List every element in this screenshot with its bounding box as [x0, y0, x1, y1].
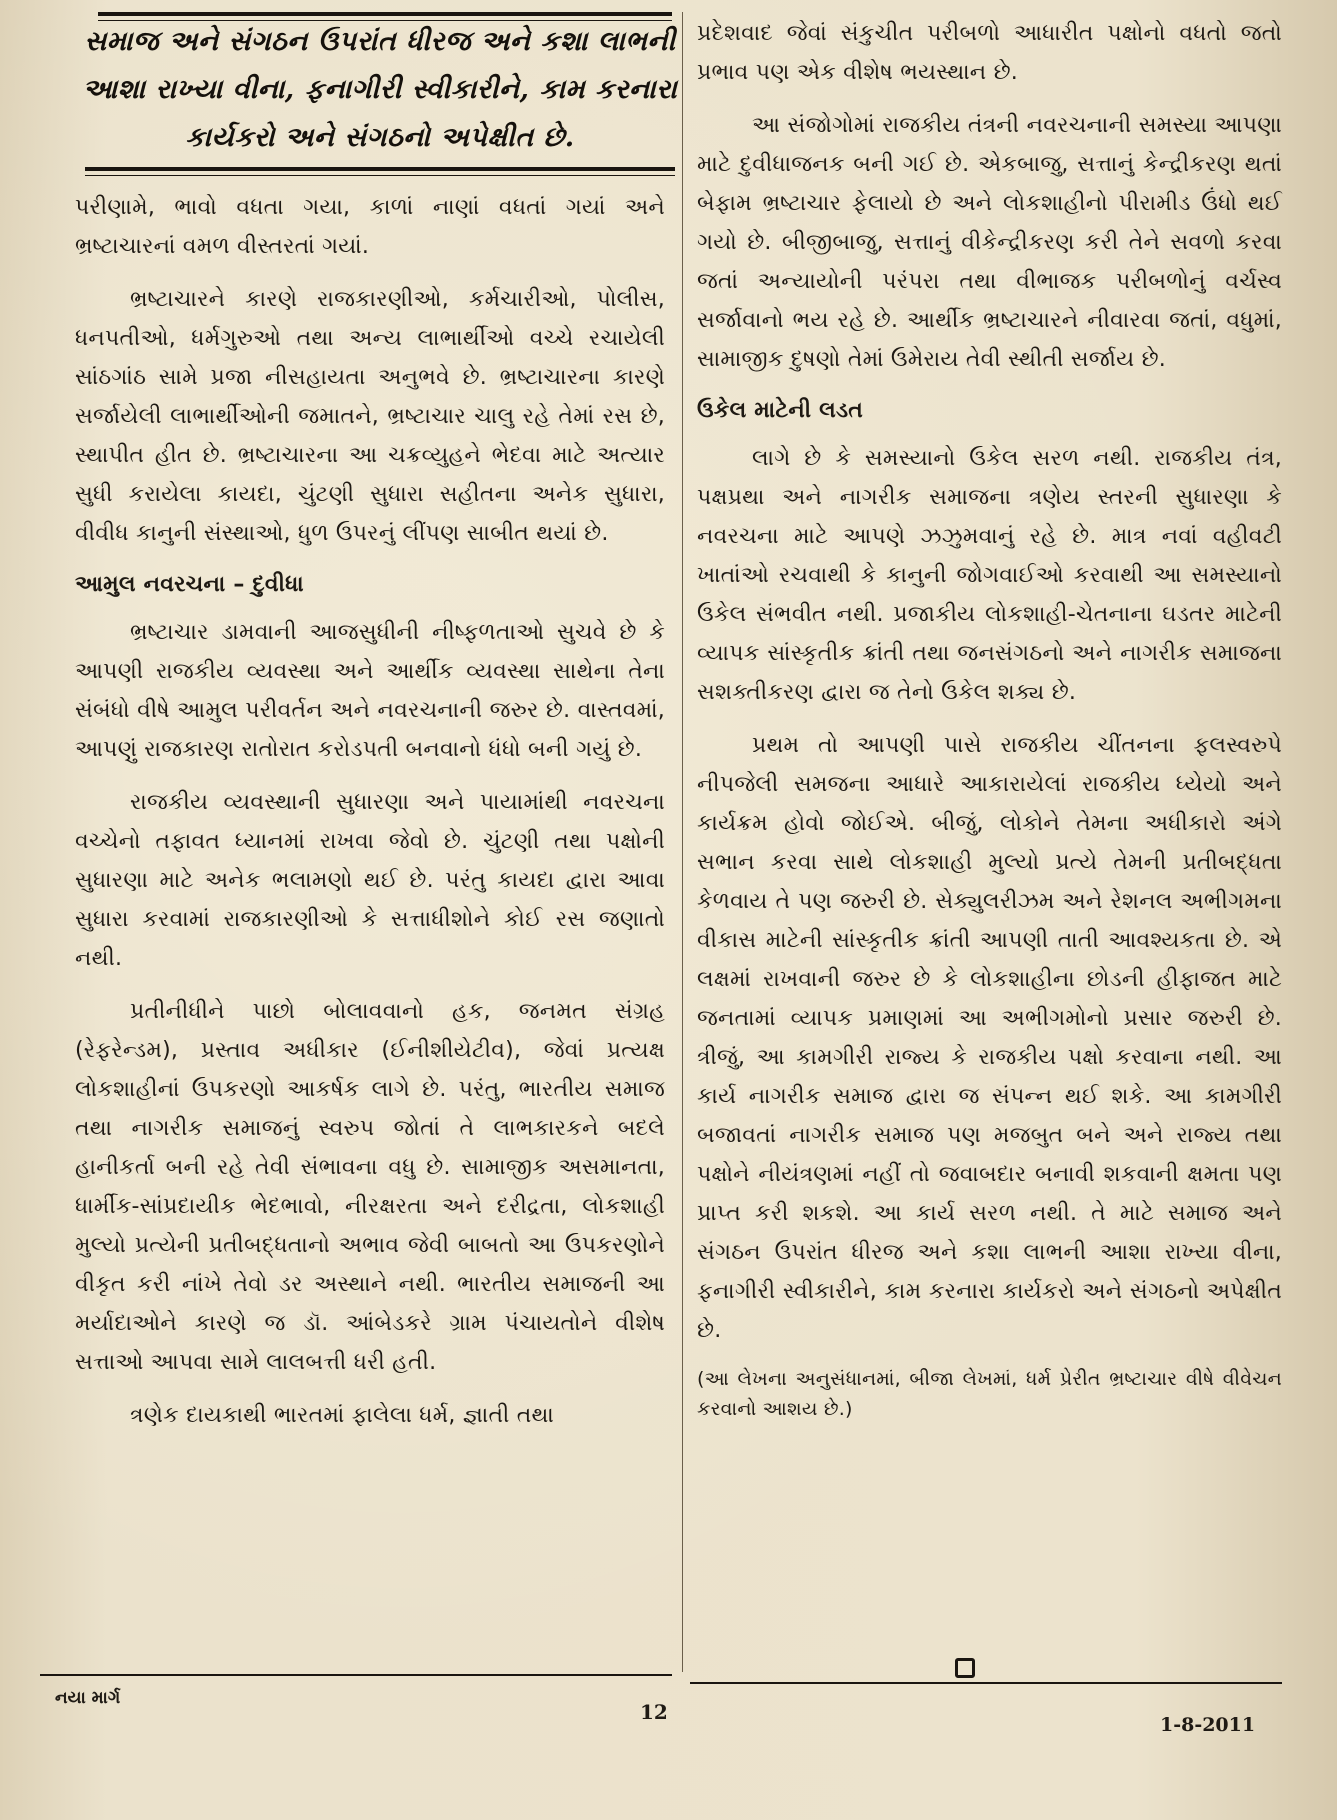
- left-column: [75, 188, 665, 1449]
- issue-date: 1-8-2011: [1160, 1714, 1256, 1736]
- right-column: [697, 14, 1282, 1438]
- column-divider: [682, 12, 683, 1672]
- left-paragraph-4: રાજકીય વ્યવસ્થાની સુધારણા અને પાયામાંથી નવરચના વચ્ચેનો તફાવત ધ્યાનમાં રાખવા જેવો છે. ચુંટણી તથા પક્ષોની સુધારણા માટે અનેક ભલામણો થઈ છે. પરંતુ કાયદા દ્વારા આવા સુધારા કરવામાં રાજકારણીઓ કે સત્તાધીશોને કોઈ રસ જણાતો નથી.: [75, 790, 665, 971]
- right-paragraph-1: પ્રદેશવાદ જેવાં સંકુચીત પરીબળો આધારીત પક્ષોનો વધતો જતો પ્રભાવ પણ એક વીશેષ ભયસ્થાન છે.: [697, 21, 1282, 85]
- pullquote-top-rule: [98, 12, 672, 16]
- left-paragraph-6: ત્રણેક દાયકાથી ભારતમાં ફાલેલા ધર્મ, જ્ઞાતી તથા: [130, 1403, 554, 1428]
- pullquote-bottom-rule: [85, 167, 675, 171]
- right-paragraph-3: લાગે છે કે સમસ્યાનો ઉકેલ સરળ નથી. રાજકીય તંત્ર, પક્ષપ્રથા અને નાગરીક સમાજના ત્રણેય સ્તરની સુધારણા કે નવરચના માટે આપણે ઝઝુમવાનું રહે છે. માત્ર નવાં વહીવટી ખાતાંઓ રચવાથી કે કાનુની જોગવાઈઓ કરવાથી આ સમસ્યાનો ઉકેલ સંભવીત નથી. પ્રજાકીય લોકશાહી-ચેતનાના ઘડતર માટેની વ્યાપક સાંસ્કૃતીક ક્રાંતી તથા જનસંગઠનો અને નાગરીક સમાજના સશક્તીકરણ દ્વારા જ તેનો ઉકેલ શક્ય છે.: [697, 446, 1282, 705]
- page-number: 12: [640, 1700, 668, 1724]
- publication-name: નયા માર્ગ: [55, 1688, 121, 1708]
- footer-rule-right: [690, 1682, 1282, 1684]
- left-paragraph-2: ભ્રષ્ટાચારને કારણે રાજકારણીઓ, કર્મચારીઓ, પોલીસ, ધનપતીઓ, ધર્મગુરુઓ તથા અન્ય લાભાર્થીઓ વચ્ચે રચાયેલી સાંઠગાંઠ સામે પ્રજા નીસહાયતા અનુભવે છે. ભ્રષ્ટાચારના કારણે સર્જાયેલી લાભાર્થીઓની જમાતને, ભ્રષ્ટાચાર ચાલુ રહે તેમાં રસ છે, સ્થાપીત હીત છે. ભ્રષ્ટાચારના આ ચક્રવ્યુહને ભેદવા માટે અત્યાર સુધી કરાયેલા કાયદા, ચુંટણી સુધારા સહીતના અનેક સુધારા, વીવીધ કાનુની સંસ્થાઓ, ધુળ ઉપરનું લીંપણ સાબીત થયાં છે.: [75, 287, 665, 546]
- left-subheading: આમુલ નવરચના – દુવીધા: [75, 572, 304, 597]
- end-of-article-box-icon: [955, 1658, 975, 1678]
- editor-note: (આ લેખના અનુસંધાનમાં, બીજા લેખમાં, ધર્મ પ્રેરીત ભ્રષ્ટાચાર વીષે વીવેચન કરવાનો આશય છે.): [697, 1368, 1282, 1420]
- pullquote-bottom-rule-thin: [85, 175, 675, 176]
- footer-rule-left: [40, 1674, 672, 1676]
- right-subheading: ઉકેલ માટેની લડત: [697, 398, 864, 423]
- left-paragraph-1: પરીણામે, ભાવો વધતા ગયા, કાળાં નાણાં વધતાં ગયાં અને ભ્રષ્ટાચારનાં વમળ વીસ્તરતાં ગયાં.: [75, 195, 665, 259]
- right-paragraph-4: પ્રથમ તો આપણી પાસે રાજકીય ચીંતનના ફલસ્વરુપે નીપજેલી સમજના આધારે આકારાયેલાં રાજકીય ધ્યેયો અને કાર્યક્રમ હોવો જોઈએ. બીજું, લોકોને તેમના અધીકારો અંગે સભાન કરવા સાથે લોકશાહી મુલ્યો પ્રત્યે તેમની પ્રતીબદ્ધતા કેળવાય તે પણ જરુરી છે. સેક્યુલરીઝમ અને રેશનલ અભીગમના વીકાસ માટેની સાંસ્કૃતીક ક્રાંતી આપણી તાતી આવશ્યકતા છે. એ લક્ષમાં રાખવાની જરુર છે કે લોકશાહીના છોડની હીફાજત માટે જનતામાં વ્યાપક પ્રમાણમાં આ અભીગમોનો પ્રસાર જરુરી છે. ત્રીજું, આ કામગીરી રાજ્ય કે રાજકીય પક્ષો કરવાના નથી. આ કાર્ય નાગરીક સમાજ દ્વારા જ સંપન્ન થઈ શકે. આ કામગીરી બજાવતાં નાગરીક સમાજ પણ મજબુત બને અને રાજ્ય તથા પક્ષોને નીયંત્રણમાં નહીં તો જવાબદાર બનાવી શકવાની ક્ષમતા પણ પ્રાપ્ત કરી શકશે. આ કાર્ય સરળ નથી. તે માટે સમાજ અને સંગઠન ઉપરાંત ધીરજ અને કશા લાભની આશા રાખ્યા વીના, ફનાગીરી સ્વીકારીને, કામ કરનારા કાર્યકરો અને સંગઠનો અપેક્ષીત છે.: [697, 733, 1282, 1343]
- left-paragraph-3: ભ્રષ્ટાચાર ડામવાની આજસુધીની નીષ્ફળતાઓ સુચવે છે કે આપણી રાજકીય વ્યવસ્થા અને આર્થીક વ્યવસ્થા સાથેના તેના સંબંધો વીષે આમુલ પરીવર્તન અને નવરચનાની જરુર છે. વાસ્તવમાં, આપણું રાજકારણ રાતોરાત કરોડપતી બનવાનો ધંધો બની ગયું છે.: [75, 620, 665, 762]
- right-paragraph-2: આ સંજોગોમાં રાજકીય તંત્રની નવરચનાની સમસ્યા આપણા માટે દુવીધાજનક બની ગઈ છે. એકબાજુ, સત્તાનું કેન્દ્રીકરણ થતાં બેફામ ભ્રષ્ટાચાર ફેલાયો છે અને લોકશાહીનો પીરામીડ ઉંધો થઈ ગયો છે. બીજીબાજુ, સત્તાનું વીકેન્દ્રીકરણ કરી તેને સવળો કરવા જતાં અન્યાયોની પરંપરા તથા વીભાજક પરીબળોનું વર્ચસ્વ સર્જાવાનો ભય રહે છે. આર્થીક ભ્રષ્ટાચારને નીવારવા જતાં, વધુમાં, સામાજીક દુષણો તેમાં ઉમેરાય તેવી સ્થીતી સર્જાય છે.: [697, 113, 1282, 372]
- pull-quote: સમાજ અને સંગઠન ઉપરાંત ધીરજ અને કશા લાભની આશા રાખ્યા વીના, ફનાગીરી સ્વીકારીને, કામ કરનારા કાર્યકરો અને સંગઠનો અપેક્ષીત છે.: [82, 26, 678, 153]
- left-paragraph-5: પ્રતીનીધીને પાછો બોલાવવાનો હક, જનમત સંગ્રહ (રેફરેન્ડમ), પ્રસ્તાવ અધીકાર (ઈનીશીયેટીવ), જેવાં પ્રત્યક્ષ લોકશાહીનાં ઉપકરણો આકર્ષક લાગે છે. પરંતુ, ભારતીય સમાજ તથા નાગરીક સમાજનું સ્વરુપ જોતાં તે લાભકારકને બદલે હાનીકર્તા બની રહે તેવી સંભાવના વધુ છે. સામાજીક અસમાનતા, ધાર્મીક-સાંપ્રદાયીક ભેદભાવો, નીરક્ષરતા અને દરીદ્રતા, લોકશાહી મુલ્યો પ્રત્યેની પ્રતીબદ્ધતાનો અભાવ જેવી બાબતો આ ઉપકરણોને વીકૃત કરી નાંખે તેવો ડર અસ્થાને નથી. ભારતીય સમાજની આ મર્યાદાઓને કારણે જ ડૉ. આંબેડકરે ગ્રામ પંચાયતોને વીશેષ સત્તાઓ આપવા સામે લાલબત્તી ધરી હતી.: [75, 999, 665, 1375]
